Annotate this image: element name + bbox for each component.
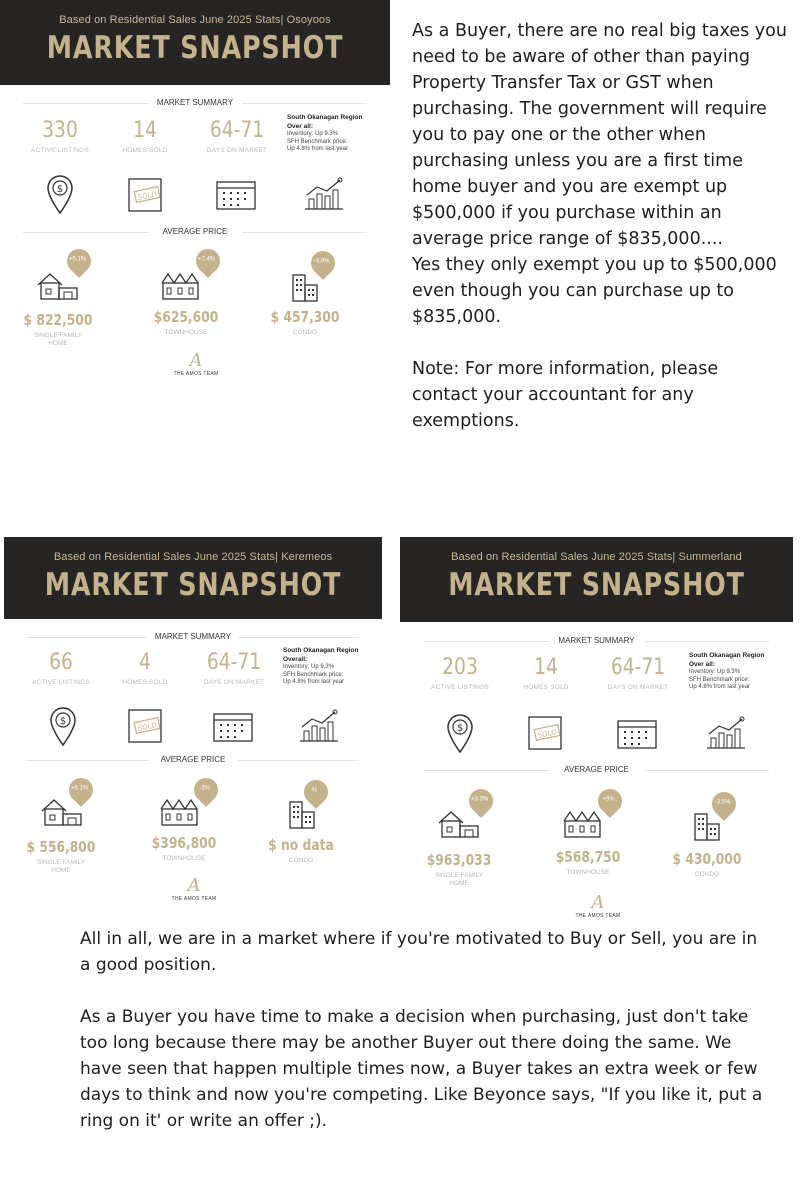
days-on-market-value: 64-71 (209, 118, 265, 143)
townhouse-price-block (538, 848, 638, 877)
amos-team-logo (166, 350, 226, 377)
snapshot-subtitle: Based on Residential Sales June 2025 Stats| Summerland (451, 551, 742, 563)
sfh-label: SINGLE FAMILY HOME (434, 872, 484, 887)
snapshot-subtitle: Based on Residential Sales June 2025 Stats| Osoyoos (59, 14, 331, 26)
region-up: Up 4.8% from last year (689, 684, 751, 690)
condo-label: CONDO (694, 871, 720, 878)
snapshot-subtitle: Based on Residential Sales June 2025 Stats| Keremeos (53, 551, 333, 563)
sfh-price-block (11, 838, 111, 875)
active-listings-value: 66 (49, 650, 73, 675)
location-dollar-icon (445, 712, 475, 754)
active-listings-value: 330 (42, 118, 78, 143)
market-snapshot-summerland (400, 537, 793, 922)
condo-price: $ 430,000 (672, 850, 742, 868)
tax-info-text (412, 18, 787, 434)
townhouse-icon (159, 797, 201, 827)
location-dollar-icon (48, 705, 78, 747)
svg-text:SOLD: SOLD (137, 190, 158, 202)
condo-change: -3.5% (714, 799, 731, 806)
sold-sign-icon (127, 177, 165, 213)
average-price-label: AVERAGE PRICE (400, 765, 793, 774)
region-summary (287, 114, 362, 154)
days-on-market-value: 64-71 (610, 655, 666, 680)
active-listings-stat (16, 650, 106, 686)
active-listings-stat (15, 118, 105, 154)
townhouse-price: $625,600 (153, 308, 219, 326)
logo-monogram-icon: A (189, 350, 203, 371)
condo-price-block (251, 836, 351, 865)
region-summary (283, 647, 358, 687)
townhouse-price: $396,800 (151, 834, 217, 852)
logo-text: THE AMOS TEAM (171, 896, 217, 902)
active-listings-label: ACTIVE LISTINGS (31, 147, 89, 154)
region-title: South Okanagan Region (287, 114, 363, 121)
sfh-price: $963,033 (426, 851, 492, 869)
homes-sold-stat (100, 650, 190, 686)
snapshot-header (0, 0, 390, 85)
condo-icon (291, 273, 319, 303)
homes-sold-stat (100, 118, 190, 154)
region-summary (689, 652, 764, 692)
region-benchmark: SFH Benchmark price: (287, 138, 348, 145)
region-up: Up 4.8% from last year (283, 679, 345, 685)
amos-team-logo (568, 892, 628, 919)
growth-chart-icon (298, 709, 340, 743)
svg-text:$: $ (56, 184, 64, 195)
snapshot-body (4, 619, 382, 912)
townhouse-price-block (134, 834, 234, 863)
homes-sold-value: 14 (133, 118, 157, 143)
homes-sold-stat (501, 655, 591, 691)
townhouse-change: +2.4% (197, 256, 216, 263)
sfh-change: +6.1% (70, 785, 89, 792)
snapshot-title: MARKET SNAPSHOT (448, 567, 745, 603)
logo-monogram-icon: A (187, 875, 201, 896)
active-listings-label: ACTIVE LISTINGS (431, 684, 489, 691)
homes-sold-label: HOMES SOLD (122, 147, 168, 154)
townhouse-label: TOWNHOUSE (566, 869, 610, 876)
townhouse-label: TOWNHOUSE (162, 855, 206, 862)
market-conclusion-text (80, 926, 770, 1134)
townhouse-label: TOWNHOUSE (164, 329, 208, 336)
condo-price-block (255, 308, 355, 337)
svg-text:SOLD: SOLD (137, 721, 158, 733)
snapshot-body (400, 622, 793, 922)
region-benchmark: SFH Benchmark price: (689, 676, 750, 683)
market-summary-label: MARKET SUMMARY (4, 632, 382, 641)
growth-chart-icon (705, 716, 747, 750)
snapshot-header (400, 537, 793, 622)
snapshot-title: MARKET SNAPSHOT (44, 567, 342, 603)
region-inventory: Inventory: Up 9.3% (283, 664, 335, 670)
tax-note: Note: For more information, please contact your accountant for any exemptions. (412, 359, 719, 431)
single-family-home-icon (36, 271, 80, 301)
townhouse-icon (562, 809, 604, 839)
average-price-label: AVERAGE PRICE (0, 227, 390, 236)
region-overall: Overall: (283, 655, 308, 663)
region-up: Up 4.8% from last year (287, 146, 349, 152)
svg-text:$: $ (456, 723, 464, 734)
condo-icon (693, 812, 721, 842)
tax-paragraph-1: As a Buyer, there are no real big taxes you need to be aware of other than paying Property Transfer Tax or GST when purchasing. The government will require you to pay one or the other when purchasing unless you are a first time home buyer and you are exempt up $500,000 if you purchase within an average price range of $835,000.... (412, 21, 787, 249)
conclusion-paragraph-1: All in all, we are in a market where if you're motivated to Buy or Sell, you are in a good position. (80, 929, 758, 975)
calendar-icon (215, 177, 257, 211)
days-on-market-label: DAYS ON MARKET (203, 679, 265, 686)
days-on-market-stat (192, 118, 282, 154)
market-snapshot-osoyoos (0, 0, 390, 390)
condo-price: $ no data (268, 836, 334, 854)
sold-sign-icon (527, 715, 565, 751)
growth-chart-icon (303, 177, 345, 211)
homes-sold-value: 4 (139, 650, 151, 675)
townhouse-price-block (136, 308, 236, 337)
townhouse-change: +9% (602, 796, 615, 803)
homes-sold-label: HOMES SOLD (523, 684, 569, 691)
condo-label: CONDO (288, 857, 314, 864)
market-snapshot-keremeos (4, 537, 382, 912)
region-inventory: Inventory: Up 9.3% (287, 131, 339, 137)
tax-paragraph-2: Yes they only exempt you up to $500,000 even though you can purchase up to $835,000. (412, 255, 777, 327)
days-on-market-stat (189, 650, 279, 686)
amos-team-logo (164, 875, 224, 902)
days-on-market-label: DAYS ON MARKET (206, 147, 268, 154)
average-price-label: AVERAGE PRICE (4, 755, 382, 764)
snapshot-title: MARKET SNAPSHOT (46, 30, 344, 66)
logo-text: THE AMOS TEAM (173, 371, 219, 377)
condo-price-block (657, 850, 757, 879)
calendar-icon (212, 709, 254, 743)
active-listings-stat (415, 655, 505, 691)
svg-text:SOLD: SOLD (537, 728, 558, 740)
homes-sold-label: HOMES SOLD (122, 679, 168, 686)
market-summary-label: MARKET SUMMARY (0, 98, 390, 107)
region-title: South Okanagan Region (283, 647, 359, 654)
townhouse-icon (160, 271, 202, 301)
sfh-label: SINGLE FAMILY HOME (33, 332, 83, 347)
sfh-change: +3.3% (470, 796, 489, 803)
location-dollar-icon (45, 173, 75, 215)
snapshot-body (0, 85, 390, 390)
sfh-change: +5.1% (68, 256, 87, 263)
region-overall: Over all: (689, 660, 716, 668)
days-on-market-label: DAYS ON MARKET (607, 684, 669, 691)
sfh-price: $ 822,500 (23, 311, 93, 329)
region-title: South Okanagan Region (689, 652, 765, 659)
snapshot-header (4, 537, 382, 619)
active-listings-value: 203 (442, 655, 478, 680)
single-family-home-icon (437, 809, 481, 839)
condo-price: $ 457,300 (270, 308, 340, 326)
condo-change: % (311, 787, 318, 794)
sfh-label: SINGLE FAMILY HOME (36, 859, 86, 874)
townhouse-price: $568,750 (555, 848, 621, 866)
svg-text:$: $ (59, 716, 67, 727)
logo-monogram-icon: A (591, 892, 605, 913)
market-summary-label: MARKET SUMMARY (400, 636, 793, 645)
sold-sign-icon (127, 708, 165, 744)
sfh-price-block (409, 851, 509, 888)
sfh-price-block (8, 311, 108, 348)
logo-text: THE AMOS TEAM (575, 913, 621, 919)
calendar-icon (616, 716, 658, 750)
condo-label: CONDO (292, 329, 318, 336)
conclusion-paragraph-2: As a Buyer you have time to make a decision when purchasing, just don't take too long because there may be another Buyer out there doing the same. We have seen that happen multiple times now, a Buyer takes an extra week or few days to think and now you're competing. Like Beyonce says, "If you like it, put a ring on it' or write an offer ;). (80, 1007, 763, 1131)
active-listings-label: ACTIVE LISTINGS (32, 679, 90, 686)
condo-change: -4.9% (313, 258, 330, 265)
sfh-price: $ 556,800 (26, 838, 96, 856)
days-on-market-value: 64-71 (206, 650, 262, 675)
region-benchmark: SFH Benchmark price: (283, 671, 344, 678)
townhouse-change: -3% (199, 785, 210, 792)
region-overall: Over all: (287, 122, 314, 130)
region-inventory: Inventory: Up 9.3% (689, 669, 741, 675)
homes-sold-value: 14 (534, 655, 558, 680)
days-on-market-stat (593, 655, 683, 691)
